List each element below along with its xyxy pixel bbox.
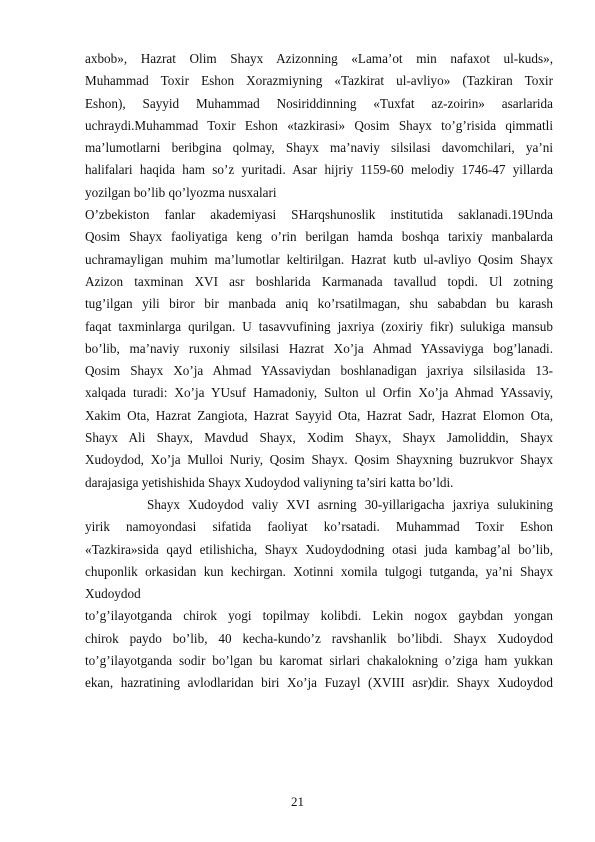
text-line: faqat taxminlarga qurilgan. U tasavvufining jaxriya (zoxiriy fikr) sulukiga mansub [85,318,553,334]
text-line: Azizon taxminan XVI asr boshlarida Karmanada tavallud topdi. Ul zotning [85,273,553,289]
text-line: darajasiga yetishishida Shayx Xudoydod valiyning ta’siri katta bo’ldi. [85,474,454,490]
text-line: Qosim Shayx faoliyatiga keng o’rin berilgan hamda boshqa tarixiy manbalarda [85,229,553,245]
text-line: Xakim Ota, Hazrat Zangiota, Hazrat Sayyid Ota, Hazrat Sadr, Hazrat Elomon Ota, [85,407,553,423]
text-line: ekan, hazratining avlodlaridan biri Xo’ja Fuzayl (XVIII asr)dir. Shayx Xudoydod [85,675,553,691]
text-line: Shayx Xudoydod valiy XVI asrning 30-yillarigacha jaxriya sulukining [147,496,553,512]
text-line: ma’lumotlarni beribgina qolmay, Shayx ma’naviy silsilasi davomchilari, ya’ni [85,140,553,156]
text-line: uchramayligan muhim ma’lumotlar keltirilgan. Hazrat kutb ul-avliyo Qosim Shayx [85,251,553,267]
text-line: yozilgan bo’lib qo’lyozma nusxalari [85,184,277,200]
text-line: Xudoydod [85,586,141,602]
text-line: to’g’ilayotganda sodir bo’lgan bu karomat sirlari chakalokning o’ziga ham yukkan [85,653,553,669]
text-line: uchraydi.Muhammad Toxir Eshon «tazkirasi» Qosim Shayx to’g’risida qimmatli [85,117,553,133]
text-line: Muhammad Toxir Eshon Xorazmiyning «Tazkirat ul-avliyo» (Tazkiran Toxir [85,73,553,89]
body-text [85,48,553,695]
text-line: Eshon), Sayyid Muhammad Nosiriddinning «Tuxfat az-zoirin» asarlarida [85,95,553,111]
text-line: axbob», Hazrat Olim Shayx Azizonning «Lama’ot min nafaxot ul-kuds», [85,51,553,66]
text-line: Qosim Shayx Xo’ja Ahmad YAssaviydan boshlanadigan jaxriya silsilasida 13- [85,363,553,379]
text-line: chirok paydo bo’lib, 40 kecha-kundo’z ravshanlik bo’libdi. Shayx Xudoydod [85,630,553,646]
text-line: Xudoydod, Xo’ja Mulloi Nuriy, Qosim Shayx. Qosim Shayxning buzrukvor Shayx [85,452,553,468]
text-line: yirik namoyondasi sifatida faoliyat ko’rsatadi. Muhammad Toxir Eshon [85,519,553,535]
text-line: «Tazkira»sida qayd etilishicha, Shayx Xudoydodning otasi juda kambag’al bo’lib, [85,541,553,557]
text-line: to’g’ilayotganda chirok yogi topilmay kolibdi. Lekin nogox gaybdan yongan [85,608,553,624]
text-line: O’zbekiston fanlar akademiyasi SHarqshunoslik institutida saklanadi.19Unda [85,207,553,223]
text-line: xalqada turadi: Xo’ja YUsuf Hamadoniy, Sulton ul Orfin Xo’ja Ahmad YAssaviy, [85,385,553,401]
text-line: bo’lib, ma’naviy ruxoniy silsilasi Hazrat Xo’ja Ahmad YAssaviyga bog’lanadi. [85,340,553,356]
page-number: 21 [291,794,304,809]
text-line: halifalari haqida ham so’z yuritadi. Asar hijriy 1159-60 melodiy 1746-47 yillarda [85,162,553,178]
text-line: Shayx Ali Shayx, Mavdud Shayx, Xodim Shayx, Shayx Jamoliddin, Shayx [85,430,553,446]
text-line: chuponlik orkasidan kun kechirgan. Xotinni xomila tulgogi tutganda, ya’ni Shayx [85,563,553,579]
text-line: tug’ilgan yili biror bir manbada aniq ko’rsatilmagan, shu sababdan bu karash [85,296,553,312]
